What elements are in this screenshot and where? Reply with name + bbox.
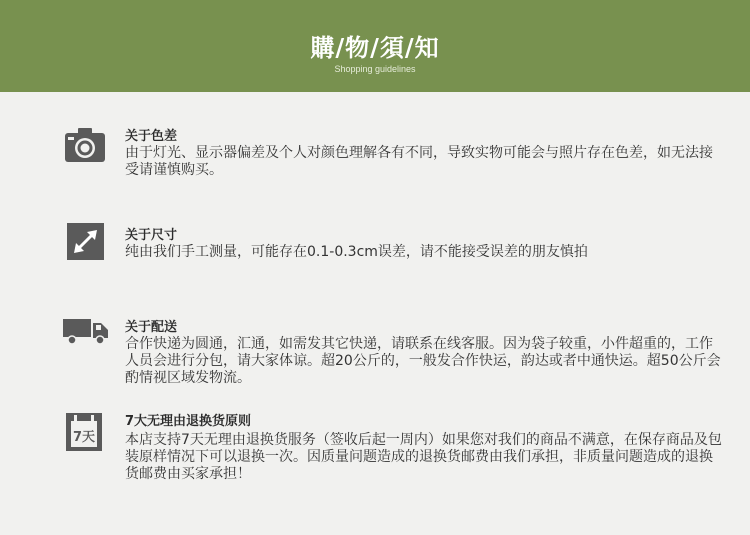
calendar-label: 7天	[72, 430, 96, 445]
notice-size	[0, 222, 750, 272]
notice-delivery	[0, 316, 750, 391]
header-banner	[0, 0, 750, 92]
measure-arrow-icon	[67, 223, 104, 264]
notice-color-difference	[0, 125, 750, 195]
notice-body: 本店支持7天无理由退换货服务（签收后起一周内）如果您对我们的商品不满意，在保存商品及包装原样情况下可以退换一次。因质量问题造成的退换货邮费由我们承担，非质量问题造成的退换货邮费由买家承担！	[125, 432, 722, 482]
notice-body: 纯由我们手工测量，可能存在0.1-0.3cm误差，请不能接受误差的朋友慎拍	[125, 244, 588, 260]
notice-return-policy	[0, 410, 750, 490]
page-title: 購/物/須/知	[310, 33, 440, 62]
camera-icon	[65, 128, 105, 166]
notice-title: 关于色差	[125, 129, 178, 144]
notice-body: 由于灯光、显示器偏差及个人对颜色理解各有不同，导致实物可能会与照片存在色差，如无法接受请谨慎购买。	[125, 145, 713, 178]
notice-body: 合作快递为圆通，汇通，如需发其它快递，请联系在线客服。因为袋子较重，小件超重的，工作人员会进行分包，请大家体谅。超20公斤的，一般发合作快运，韵达或者中通快运。超50公斤会酌情视区域发物流。	[125, 336, 721, 386]
notice-title: 关于配送	[125, 320, 178, 335]
notice-title: 7大无理由退换货原则	[125, 414, 252, 429]
calendar-7days-icon	[66, 413, 102, 455]
truck-icon	[63, 319, 109, 349]
notice-title: 关于尺寸	[125, 228, 178, 243]
page-subtitle: Shopping guidelines	[334, 64, 416, 74]
